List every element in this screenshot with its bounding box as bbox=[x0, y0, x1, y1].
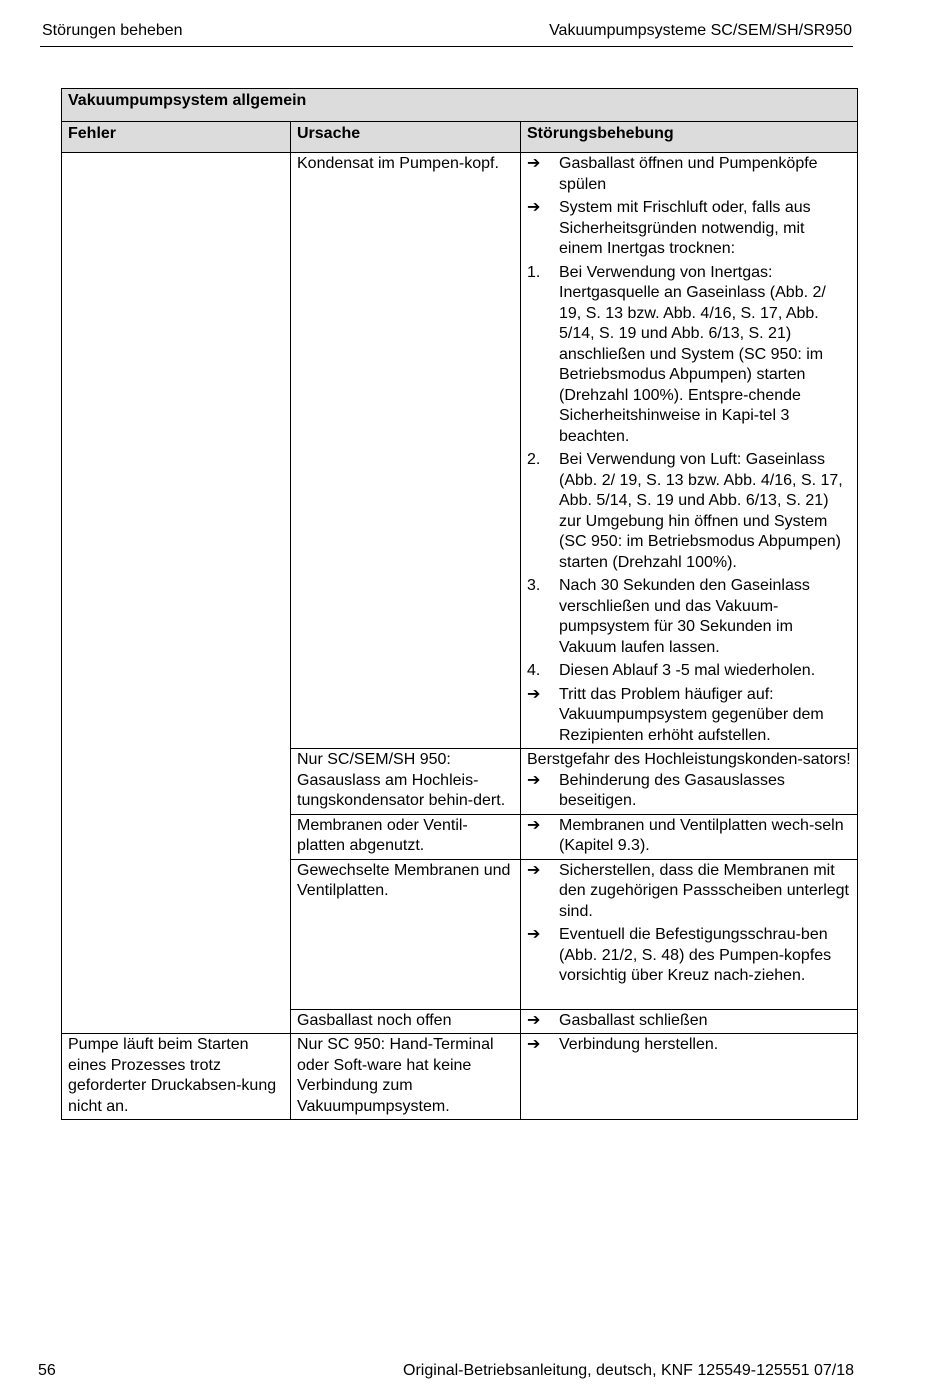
fehler-cell: Pumpe läuft beim Starten eines Prozesses trotz geforderter Druckabsen-kung nicht an. bbox=[62, 1034, 291, 1120]
ursache-cell: Kondensat im Pumpen-kopf. bbox=[291, 153, 521, 749]
arrow-icon: ➔ bbox=[527, 199, 541, 216]
column-header-fehler: Fehler bbox=[62, 122, 291, 153]
step-number: 1. bbox=[527, 263, 541, 281]
remedy-cell bbox=[521, 153, 858, 749]
footer-document-info: Original-Betriebsanleitung, deutsch, KNF 125549-125551 07/18 bbox=[403, 1362, 854, 1379]
list-item: 3. Nach 30 Sekunden den Gaseinlass verschließen und das Vakuum-pumpsystem für 30 Sekunden im Vakuum laufen lassen. bbox=[527, 576, 851, 658]
running-header-title: Vakuumpumpsysteme SC/SEM/SH/SR950 bbox=[549, 22, 852, 39]
running-header-section: Störungen beheben bbox=[42, 22, 183, 39]
arrow-icon: ➔ bbox=[527, 771, 541, 789]
table-title: Vakuumpumpsystem allgemein bbox=[62, 89, 858, 122]
remedy-cell bbox=[521, 749, 858, 815]
remedy-cell bbox=[521, 1009, 858, 1034]
list-item: ➔ Behinderung des Gasauslasses beseitigen. bbox=[527, 771, 851, 812]
list-item: ➔ System mit Frischluft oder, falls aus Sicherheitsgründen notwendig, mit einem Inertgas trocknen: bbox=[527, 198, 851, 260]
warning-note: Berstgefahr des Hochleistungskonden-sators! bbox=[527, 751, 851, 768]
header-rule bbox=[40, 46, 853, 47]
list-item: ➔ Eventuell die Befestigungsschrau-ben (Abb. 21/2, S. 48) des Pumpen-kopfes vorsichtig über Kreuz nach-ziehen. bbox=[527, 925, 851, 987]
remedy-cell bbox=[521, 859, 858, 1009]
arrow-icon: ➔ bbox=[527, 1011, 541, 1029]
fehler-cell bbox=[62, 153, 291, 1034]
list-item: ➔ Verbindung herstellen. bbox=[527, 1035, 851, 1056]
column-header-ursache: Ursache bbox=[291, 122, 521, 153]
list-item: ➔ Gasballast schließen bbox=[527, 1011, 851, 1032]
arrow-icon: ➔ bbox=[527, 685, 541, 703]
list-item: ➔ Tritt das Problem häufiger auf: Vakuumpumpsystem gegenüber dem Rezipienten erhöht aufstellen. bbox=[527, 685, 851, 747]
ursache-cell: Nur SC 950: Hand-Terminal oder Soft-ware hat keine Verbindung zum Vakuumpumpsystem. bbox=[291, 1034, 521, 1120]
arrow-icon: ➔ bbox=[527, 861, 541, 879]
ursache-cell: Gewechselte Membranen und Ventilplatten. bbox=[291, 859, 521, 1009]
page-number: 56 bbox=[38, 1362, 56, 1379]
table-row bbox=[62, 1034, 858, 1120]
list-item: 2. Bei Verwendung von Luft: Gaseinlass (Abb. 2/ 19, S. 13 bzw. Abb. 4/16, S. 17, Abb. 5/14, S. 19 und Abb. 6/13, S. 21) zur Umgebung hin öffnen und System (SC 950: im Betriebsmodus Abpumpen) starten (Drehzahl 100%). bbox=[527, 450, 851, 573]
ursache-cell: Membranen oder Ventil-platten abgenutzt. bbox=[291, 814, 521, 859]
arrow-icon: ➔ bbox=[527, 816, 541, 834]
remedy-cell bbox=[521, 1034, 858, 1120]
list-item: 1. Bei Verwendung von Inertgas: Inertgasquelle an Gaseinlass (Abb. 2/ 19, S. 13 bzw. Abb. 4/16, S. 17, Abb. 5/14, S. 19 und Abb. 6/13, S. 21) anschließen und System (SC 950: im Betriebsmodus Abpumpen) starten (Drehzahl 100%). Entspre-chende Sicherheitshinweise in Kapi-tel 3 beachten. bbox=[527, 263, 851, 448]
step-number: 2. bbox=[527, 451, 541, 468]
list-item: ➔ Sicherstellen, dass die Membranen mit den zugehörigen Passscheiben unterlegt sind. bbox=[527, 861, 851, 923]
remedy-cell bbox=[521, 814, 858, 859]
column-header-stoerungsbehebung: Störungsbehebung bbox=[521, 122, 858, 153]
ursache-cell: Gasballast noch offen bbox=[291, 1009, 521, 1034]
ursache-cell: Nur SC/SEM/SH 950: Gasauslass am Hochleis-tungskondensator behin-dert. bbox=[291, 749, 521, 815]
arrow-icon: ➔ bbox=[527, 926, 541, 943]
list-item: ➔ Membranen und Ventilplatten wech-seln (Kapitel 9.3). bbox=[527, 816, 851, 857]
list-item: 4. Diesen Ablauf 3 -5 mal wiederholen. bbox=[527, 661, 851, 682]
arrow-icon: ➔ bbox=[527, 155, 541, 172]
list-item: ➔ Gasballast öffnen und Pumpenköpfe spülen bbox=[527, 154, 851, 195]
step-number: 4. bbox=[527, 662, 541, 679]
troubleshooting-table bbox=[61, 88, 858, 1120]
step-number: 3. bbox=[527, 577, 541, 594]
table-row bbox=[62, 153, 858, 749]
arrow-icon: ➔ bbox=[527, 1036, 541, 1053]
